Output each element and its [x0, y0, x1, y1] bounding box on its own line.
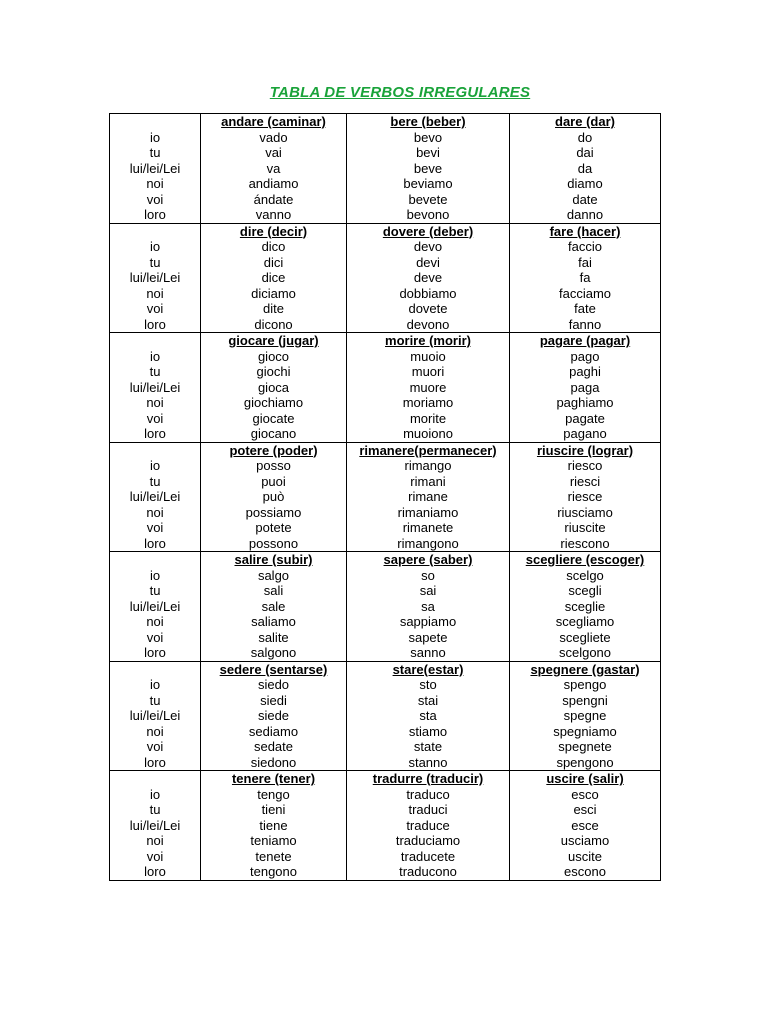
- pronoun-label: lui/lei/Lei: [129, 817, 181, 833]
- verb-form: riuscite: [564, 520, 606, 535]
- verb-cell: [201, 771, 347, 881]
- verb-form: siedono: [250, 754, 297, 770]
- verb-form: riusciamo: [557, 504, 613, 520]
- verb-form: stiamo: [408, 723, 448, 739]
- pronoun-label: io: [149, 458, 161, 473]
- verb-form: giochi: [256, 364, 291, 379]
- pronoun-label: voi: [146, 629, 164, 645]
- pronoun-label: noi: [146, 504, 164, 520]
- verb-cell: [347, 552, 510, 662]
- verb-header: bere (beber): [390, 114, 466, 129]
- verb-form: pagate: [565, 410, 605, 426]
- verb-form: traducono: [399, 864, 457, 879]
- pronoun-label: lui/lei/Lei: [129, 379, 181, 395]
- verb-form: riesci: [569, 473, 601, 489]
- verb-cell: [510, 442, 661, 552]
- verb-form: bevete: [408, 191, 448, 207]
- pronoun-label: loro: [144, 754, 166, 770]
- verb-cell: [347, 442, 510, 552]
- verb-form: spengono: [556, 754, 614, 770]
- verb-block-row: [110, 771, 661, 881]
- verb-form: tieni: [261, 802, 286, 817]
- verb-header: tradurre (traducir): [372, 771, 484, 786]
- verb-form: dico: [261, 239, 286, 254]
- verb-form: state: [413, 739, 443, 754]
- verb-form: devono: [406, 316, 450, 332]
- pronoun-cell: [110, 333, 201, 443]
- verb-header: fare (hacer): [549, 223, 621, 239]
- verb-form: diamo: [567, 176, 603, 191]
- pronoun-label: io: [149, 567, 161, 583]
- verb-form: deve: [413, 270, 443, 285]
- verb-cell: [510, 223, 661, 333]
- verb-header: giocare (jugar): [228, 333, 319, 348]
- verb-header: dire (decir): [239, 223, 308, 239]
- verb-block-row: [110, 114, 661, 224]
- verb-form: gioca: [257, 379, 290, 395]
- verb-form: riesco: [567, 458, 603, 473]
- pronoun-label: noi: [146, 285, 164, 301]
- verb-cell: [510, 114, 661, 224]
- pronoun-label: noi: [146, 833, 164, 848]
- verb-table-body: [110, 114, 661, 881]
- verb-form: dai: [576, 145, 594, 160]
- verb-form: devo: [413, 239, 443, 254]
- verb-header: salire (subir): [234, 552, 313, 567]
- verb-form: sai: [419, 583, 437, 598]
- verb-form: muore: [409, 379, 447, 395]
- verb-form: escono: [564, 864, 606, 879]
- verb-form: scegli: [568, 583, 602, 598]
- verb-form: beviamo: [403, 176, 453, 191]
- pronoun-label: voi: [146, 520, 164, 535]
- verb-form: riescono: [560, 535, 610, 551]
- verb-header: scegliere (escoger): [525, 552, 645, 567]
- verb-form: rimane: [408, 489, 448, 504]
- verb-form: sali: [263, 583, 284, 598]
- verb-form: riesce: [567, 489, 603, 504]
- verb-form: moriamo: [402, 395, 454, 410]
- verb-cell: [347, 223, 510, 333]
- verb-form: muori: [411, 364, 445, 379]
- pronoun-label: voi: [146, 301, 164, 316]
- pronoun-label: tu: [149, 364, 161, 379]
- verb-form: esce: [571, 817, 599, 833]
- verb-form: rimanete: [402, 520, 454, 535]
- verb-form: stai: [417, 692, 439, 708]
- verb-form: morite: [409, 410, 447, 426]
- pronoun-label: loro: [144, 207, 166, 222]
- pronoun-label: loro: [144, 316, 166, 332]
- verb-form: sa: [421, 598, 435, 614]
- verb-form: spengo: [563, 677, 607, 692]
- verb-cell: [347, 114, 510, 224]
- verb-form: possiamo: [245, 504, 302, 520]
- verb-form: esco: [571, 786, 599, 802]
- verb-form: paghi: [569, 364, 601, 379]
- verb-form: giochiamo: [243, 395, 304, 410]
- verb-header: tenere (tener): [231, 771, 316, 786]
- verb-form: rimaniamo: [397, 504, 459, 520]
- verb-form: traduco: [406, 786, 450, 802]
- verb-cell: [510, 333, 661, 443]
- verb-cell: [510, 771, 661, 881]
- pronoun-label: io: [149, 786, 161, 802]
- verb-cell: [201, 552, 347, 662]
- verb-cell: [510, 552, 661, 662]
- verb-form: dice: [261, 270, 286, 285]
- verb-form: tengono: [250, 864, 297, 879]
- verb-form: scelgono: [558, 645, 612, 660]
- verb-form: gioco: [257, 348, 290, 364]
- verb-form: possono: [248, 535, 299, 551]
- verb-header: pagare (pagar): [539, 333, 631, 348]
- verb-form: ándate: [253, 191, 294, 207]
- pronoun-label: voi: [146, 739, 164, 754]
- verb-form: date: [572, 191, 598, 207]
- verb-form: rimango: [404, 458, 452, 473]
- verb-form: uscite: [568, 848, 602, 864]
- verb-form: sale: [261, 598, 286, 614]
- verb-form: fanno: [568, 316, 602, 332]
- pronoun-label: loro: [144, 864, 166, 879]
- verb-form: giocano: [250, 426, 297, 441]
- verb-form: danno: [566, 207, 604, 222]
- verb-form: traduci: [408, 802, 448, 817]
- pronoun-label: io: [149, 129, 161, 145]
- verb-form: scegliamo: [555, 614, 615, 629]
- pronoun-header-spacer: [110, 771, 200, 787]
- verb-form: vanno: [255, 207, 292, 222]
- verb-form: posso: [256, 458, 291, 473]
- verb-header: rimanere(permanecer): [359, 442, 497, 458]
- pronoun-label: voi: [146, 191, 164, 207]
- verb-form: spegnete: [558, 739, 612, 754]
- verb-form: traduciamo: [395, 833, 461, 848]
- pronoun-header-spacer: [110, 662, 200, 678]
- verb-cell: [510, 661, 661, 771]
- verb-form: vado: [259, 129, 288, 145]
- pronoun-label: voi: [146, 848, 164, 864]
- verb-cell: [201, 661, 347, 771]
- verb-form: rimani: [410, 473, 446, 489]
- verb-form: do: [577, 129, 593, 145]
- verb-form: va: [266, 160, 281, 176]
- verb-cell: [347, 333, 510, 443]
- verb-form: muoio: [410, 348, 446, 364]
- pronoun-label: loro: [144, 645, 166, 660]
- verb-form: scelgo: [566, 567, 604, 583]
- pronoun-cell: [110, 661, 201, 771]
- pronoun-label: noi: [146, 176, 164, 191]
- pronoun-label: tu: [149, 583, 161, 598]
- verb-form: tiene: [259, 817, 288, 833]
- verb-form: dici: [263, 254, 284, 270]
- verb-header: potere (poder): [229, 442, 318, 458]
- verb-form: beve: [413, 160, 443, 176]
- verb-form: da: [577, 160, 593, 176]
- verb-header: dare (dar): [555, 114, 615, 129]
- verb-block-row: [110, 223, 661, 333]
- verb-block-row: [110, 661, 661, 771]
- pronoun-label: tu: [149, 145, 161, 160]
- pronoun-label: loro: [144, 426, 166, 441]
- pronoun-label: tu: [149, 692, 161, 708]
- pronoun-label: noi: [146, 614, 164, 629]
- verb-form: sta: [419, 708, 437, 723]
- verb-block-row: [110, 552, 661, 662]
- pronoun-label: lui/lei/Lei: [129, 160, 181, 176]
- pronoun-label: noi: [146, 723, 164, 739]
- verb-form: spengni: [562, 692, 608, 708]
- verb-form: devi: [416, 254, 440, 270]
- verb-cell: [201, 333, 347, 443]
- pronoun-label: lui/lei/Lei: [129, 708, 181, 723]
- pronoun-label: io: [149, 677, 161, 692]
- verb-form: faccio: [568, 239, 602, 254]
- verb-form: scegliete: [559, 629, 611, 645]
- verb-cell: [347, 771, 510, 881]
- pronoun-cell: [110, 771, 201, 881]
- verb-form: muoiono: [403, 426, 453, 441]
- pronoun-label: lui/lei/Lei: [129, 270, 181, 285]
- verb-form: usciamo: [560, 833, 610, 848]
- verb-cell: [201, 442, 347, 552]
- verb-form: sto: [419, 677, 437, 692]
- verb-form: potete: [255, 520, 292, 535]
- verb-form: siede: [257, 708, 290, 723]
- verb-header: morire (morir): [385, 333, 471, 348]
- verb-form: fate: [574, 301, 596, 316]
- verb-form: sanno: [410, 645, 446, 660]
- verb-header: andare (caminar): [221, 114, 326, 129]
- verb-form: facciamo: [558, 285, 612, 301]
- verb-cell: [347, 661, 510, 771]
- pronoun-cell: [110, 114, 201, 224]
- pronoun-label: io: [149, 348, 161, 364]
- pronoun-label: io: [149, 239, 161, 254]
- verb-header: sapere (saber): [383, 552, 473, 567]
- verb-form: dicono: [254, 316, 293, 332]
- verb-form: pago: [570, 348, 600, 364]
- verb-header: uscire (salir): [546, 771, 624, 786]
- pronoun-label: noi: [146, 395, 164, 410]
- verb-form: pagano: [563, 426, 607, 441]
- verb-cell: [201, 223, 347, 333]
- verb-form: può: [262, 489, 285, 504]
- pronoun-header-spacer: [110, 114, 200, 130]
- pronoun-label: voi: [146, 410, 164, 426]
- verb-form: tengo: [257, 786, 290, 802]
- verb-header: sedere (sentarse): [219, 661, 328, 677]
- verb-header: stare(estar): [392, 661, 464, 677]
- verb-form: andiamo: [248, 176, 299, 191]
- verb-table: [109, 113, 661, 881]
- pronoun-cell: [110, 552, 201, 662]
- verb-form: tenete: [255, 848, 292, 864]
- verb-form: siedo: [257, 677, 290, 692]
- verb-form: so: [421, 567, 435, 583]
- verb-form: sceglie: [564, 598, 606, 614]
- verb-block-row: [110, 333, 661, 443]
- verb-form: paga: [570, 379, 600, 395]
- verb-form: teniamo: [250, 833, 297, 848]
- verb-form: traducete: [400, 848, 456, 864]
- verb-form: bevo: [413, 129, 443, 145]
- pronoun-label: loro: [144, 535, 166, 551]
- verb-form: salite: [258, 629, 289, 645]
- verb-form: bevono: [406, 207, 450, 222]
- verb-form: sedate: [253, 739, 294, 754]
- pronoun-label: tu: [149, 802, 161, 817]
- verb-form: fai: [578, 254, 592, 270]
- verb-form: dovete: [408, 301, 448, 316]
- verb-form: salgono: [250, 645, 297, 660]
- pronoun-header-spacer: [110, 224, 200, 240]
- verb-form: stanno: [408, 754, 448, 770]
- verb-form: dobbiamo: [399, 285, 457, 301]
- pronoun-header-spacer: [110, 443, 200, 459]
- verb-header: spegnere (gastar): [530, 661, 640, 677]
- verb-form: spegne: [563, 708, 607, 723]
- verb-form: spegniamo: [553, 723, 617, 739]
- verb-form: sediamo: [248, 723, 299, 739]
- pronoun-label: tu: [149, 254, 161, 270]
- verb-form: saliamo: [251, 614, 296, 629]
- verb-header: riuscire (lograr): [536, 442, 634, 458]
- pronoun-cell: [110, 442, 201, 552]
- verb-form: fa: [579, 270, 591, 285]
- verb-form: paghiamo: [556, 395, 614, 410]
- verb-form: rimangono: [397, 535, 459, 551]
- verb-block-row: [110, 442, 661, 552]
- verb-form: bevi: [416, 145, 440, 160]
- verb-form: puoi: [261, 473, 286, 489]
- verb-form: traduce: [406, 817, 450, 833]
- pronoun-label: lui/lei/Lei: [129, 598, 181, 614]
- verb-form: giocate: [252, 410, 295, 426]
- verb-form: salgo: [257, 567, 290, 583]
- verb-form: sappiamo: [399, 614, 457, 629]
- verb-header: dovere (deber): [382, 223, 474, 239]
- verb-form: siedi: [260, 692, 287, 708]
- verb-form: esci: [573, 802, 597, 817]
- verb-form: sapete: [408, 629, 448, 645]
- page-title: TABLA DE VERBOS IRREGULARES: [269, 84, 531, 101]
- verb-form: diciamo: [251, 285, 296, 301]
- verb-form: dite: [263, 301, 284, 316]
- pronoun-cell: [110, 223, 201, 333]
- pronoun-label: lui/lei/Lei: [129, 489, 181, 504]
- verb-cell: [201, 114, 347, 224]
- verb-form: vai: [265, 145, 282, 160]
- pronoun-header-spacer: [110, 333, 200, 349]
- pronoun-header-spacer: [110, 552, 200, 568]
- pronoun-label: tu: [149, 473, 161, 489]
